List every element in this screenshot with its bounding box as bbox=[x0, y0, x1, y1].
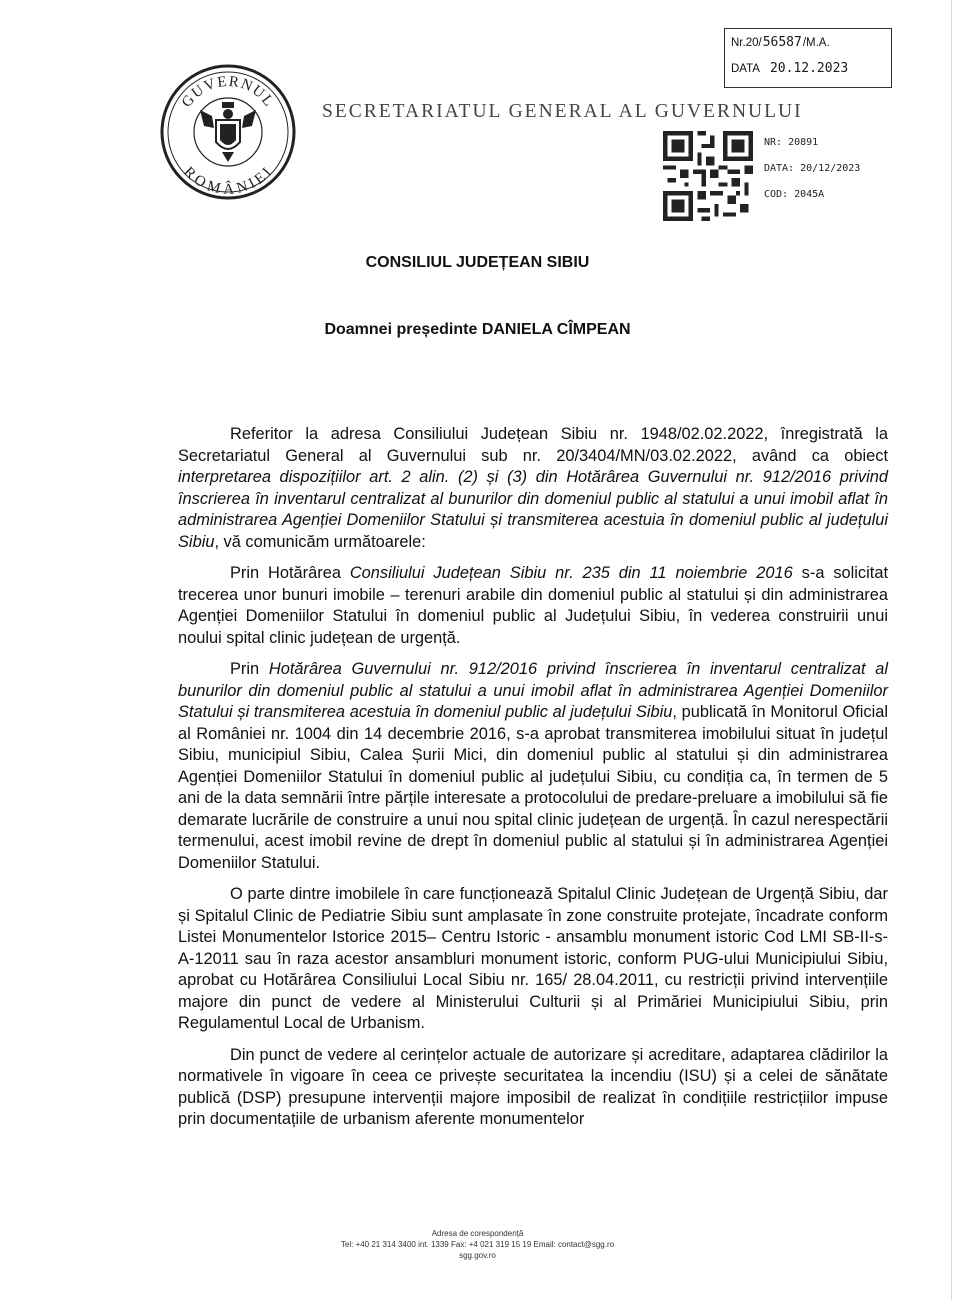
stamp-date-label: DATA bbox=[731, 63, 760, 75]
registration-date: DATA: 20/12/2023 bbox=[764, 163, 861, 174]
stamp-date-value: 20.12.2023 bbox=[769, 61, 849, 76]
stamp-date-row bbox=[731, 61, 849, 76]
paragraph-2 bbox=[178, 563, 888, 649]
p1-text-c: , vă comunicăm următoarele: bbox=[214, 532, 426, 551]
qr-code-icon bbox=[663, 131, 753, 221]
emblem-text-top: GUVERNUL bbox=[178, 73, 278, 111]
svg-text:ROMÂNIEI bbox=[180, 164, 276, 198]
stamp-nr-suffix: /M.A. bbox=[802, 37, 830, 49]
footer-heading: Adresa de corespondență bbox=[431, 1229, 524, 1238]
footer-website: sgg.gov.ro bbox=[459, 1251, 496, 1260]
p2-text-b: Consiliului Județean Sibiu nr. 235 din 11 noiembrie 2016 bbox=[349, 564, 793, 582]
paragraph-4: O parte dintre imobilele în care funcționează Spitalul Clinic Județean de Urgență Sibiu, dar și Spitalul Clinic de Pediatrie Sibiu sunt amplasate în zone construite protejate, încadrate conform Listei Monumentelor Istorice 2015– Centru Istoric - ansamblu monument istoric Cod LMI SB-II-s-A-12011 sau în raza acestor ansambluri monument istoric, conform PUG-ului Municipiului Sibiu, aprobat cu Hotărârea Consiliului Local Sibiu nr. 165/ 28.04.2011, cu restricții privind intervențiile majore din punct de vedere al Ministerului Culturii și al Primăriei Municipiului Sibiu, prin Regulamentul Local de Urbanism. bbox=[178, 885, 888, 1032]
institution-name: SECRETARIATUL GENERAL AL GUVERNULUI bbox=[322, 101, 803, 122]
stamp-number-row bbox=[731, 35, 830, 50]
p3-text-a: Prin bbox=[230, 660, 269, 678]
letter-body bbox=[178, 424, 888, 1141]
recipient-organization: CONSILIUL JUDEȚEAN SIBIU bbox=[365, 254, 590, 271]
emblem-text-bottom: ROMÂNIEI bbox=[180, 163, 277, 198]
recipient-prefix: Doamnei președinte bbox=[324, 321, 482, 338]
footer-contacts: Tel: +40 21 314 3400 int. 1339 Fax: +4 021 319 15 19 Email: contact@sgg.ro bbox=[340, 1240, 615, 1249]
government-emblem bbox=[160, 64, 296, 200]
recipient-name: DANIELA CÎMPEAN bbox=[481, 321, 631, 338]
registration-info bbox=[764, 130, 860, 208]
p2-text-a: Prin Hotărârea bbox=[230, 564, 350, 582]
p3-text-b: Hotărârea Guvernului nr. 912/2016 privind înscrierea în inventarul centralizat al bunurilor din domeniul public al statului a unui imobil aflat în administrarea Agenției Domeniilor Statului și transmiterea acestuia în domeniul public al județului Sibiu bbox=[178, 660, 888, 721]
p1-text-b: interpretarea dispozițiilor art. 2 alin. (2) și (3) din Hotărârea Guvernului nr. 912/2016 privind înscrierea în inventarul centralizat al bunurilor din domeniul public al statului a unui imobil aflat în administrarea Agenției Domeniilor Statului și transmiterea acestuia în domeniul public al județului Sibiu bbox=[178, 468, 888, 551]
paragraph-1 bbox=[178, 424, 888, 553]
registration-number: NR: 20891 bbox=[764, 137, 819, 148]
paragraph-5: Din punct de vedere al cerințelor actuale de autorizare și acreditare, adaptarea clădirilor la normativele în vigoare în ceea ce privește securitatea la incendiu (ISU) și a celei de sănătate publică (DSP) presupune intervenții majore imposibil de realizat în condițiile restricțiilor impuse prin documentațiile de urbanism aferente monumentelor bbox=[178, 1045, 888, 1128]
stamp-nr-label: Nr.20/ bbox=[731, 37, 762, 49]
p1-text-a: Referitor la adresa Consiliului Județean Sibiu nr. 1948/02.02.2022, înregistrată la Secretariatul General al Guvernului sub nr. 20/3404/MN/03.02.2022, având ca obiect bbox=[178, 425, 888, 465]
p3-text-c: , publicată în Monitorul Oficial al României nr. 1004 din 14 decembrie 2016, s-a aprobat transmiterea imobilului situat în județul Sibiu, municipiul Sibiu, Calea Șurii Mici, din domeniul public al statului și din administrarea Agenției Domeniilor Statului în domeniul public al județului Sibiu, cu condiția ca, în termen de 5 ani de la data semnării între părțile interesate a protocolului de predare-preluare a imobilului să fie demarate lucrările de construire a unui nou spital clinic județean de urgență. În cazul nerespectării termenului, acest imobil revine de drept în domeniul public al statului și în administrarea Agenției Domeniilor Statului. bbox=[178, 703, 889, 872]
p2-text-c: s-a solicitat trecerea unor bunuri imobile – terenuri arabile din domeniul public al statului și din administrarea Agenției Domeniilor Statului în domeniul public al Județului Sibiu, în vederea construirii unui noului spital clinic județean de urgență. bbox=[178, 564, 888, 647]
page-edge bbox=[951, 0, 952, 1300]
eagle-icon bbox=[200, 102, 256, 162]
paragraph-3 bbox=[178, 659, 888, 874]
registration-stamp bbox=[724, 28, 892, 88]
registration-code: COD: 2045A bbox=[764, 189, 825, 200]
footer-contact bbox=[0, 1228, 955, 1261]
recipient-person bbox=[0, 321, 955, 339]
stamp-nr-value: 56587 bbox=[762, 35, 802, 50]
